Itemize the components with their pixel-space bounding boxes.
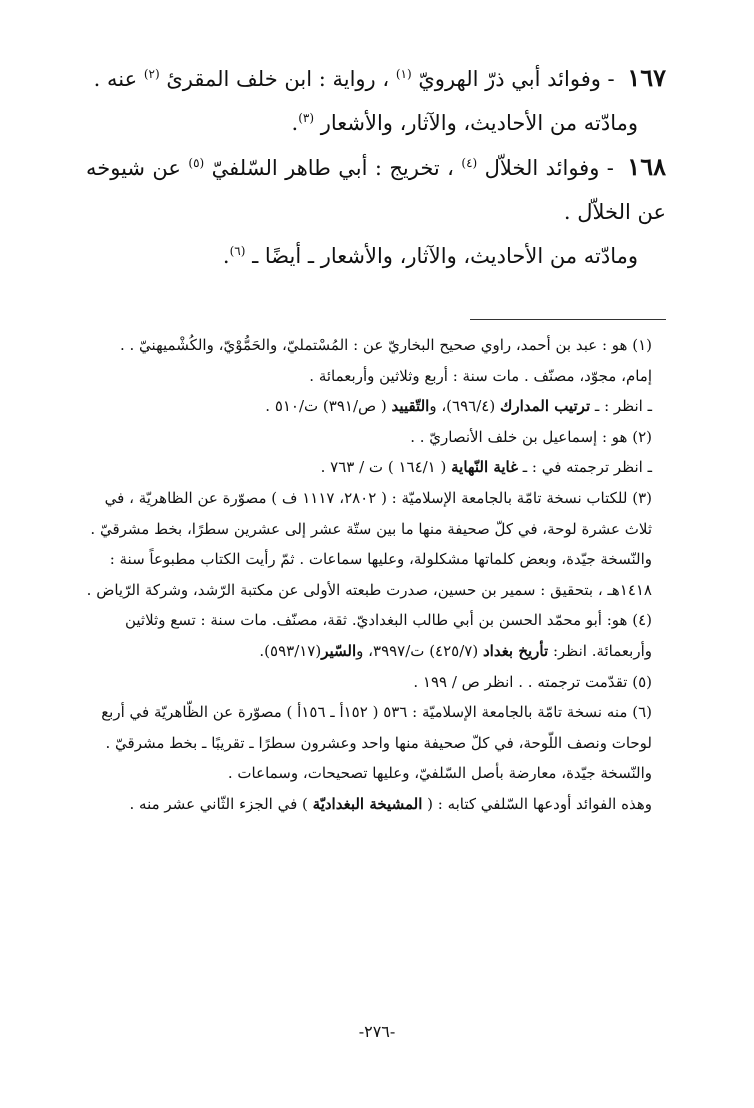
citation: (٦٩٦/٤)، و xyxy=(429,397,496,416)
book-title: تأريخ بغداد xyxy=(482,641,549,660)
citation: (٥٩٣/١٧). xyxy=(259,641,322,660)
entry-content: ومادّته من الأحاديث، والآثار، والأشعار $^{(٣)}$. xyxy=(291,111,638,135)
book-title: المشيخة البغداديّة xyxy=(312,794,423,813)
main-text xyxy=(86,56,666,278)
footnote-1: (١) هو : عبد بن أحمد، راوي صحيح البخاريّ عن : المُسْتمليّ، والحَمُّوْيّ، والكُشْميهنيّ . . إمام، مجوّد، مصنّف . مات سنة : أربع وثلاثين وأربعمائة . xyxy=(119,336,652,385)
footnote-1-refs xyxy=(86,391,666,422)
entry-number: ١٦٧ xyxy=(627,63,666,92)
entry-text: عنه . xyxy=(93,67,138,91)
footnotes xyxy=(86,330,666,820)
book-title: السّير xyxy=(321,641,357,660)
entry-text: ، تخريج : أبي طاهر السّلفيّ xyxy=(211,156,454,180)
footnote-ref[interactable]: (١) xyxy=(395,67,412,81)
footnote-ref[interactable]: (٤) xyxy=(461,156,478,170)
content-text: ومادّته من الأحاديث، والآثار، والأشعار xyxy=(320,111,638,135)
book-title: التّقييد xyxy=(391,397,430,416)
book-title: ترتيب المدارك xyxy=(499,397,591,416)
entry-title: - وفوائد الخلاّل xyxy=(484,156,614,180)
see-label: ـ انظر ترجمته في : ـ xyxy=(522,458,652,477)
entry-text: عن شيوخه عن الخلاّل . xyxy=(86,156,666,224)
page-number: -٢٧٦- xyxy=(358,1022,396,1041)
footnote-3: (٣) للكتاب نسخة تامّة بالجامعة الإسلاميّة : ( ٢٨٠٢، ١١١٧ ف ) مصوّرة عن الظاهريّة ، في ثلاث عشرة لوحة، في كلّ صحيفة منها ما بين ستّة عشر إلى عشرين سطرًا، بخط مشرقيّ . والنّسخة جيّدة، وبعض كلماتها مشكلولة، وعليها سماعات . ثمّ رأيت الكتاب مطبوعاً سنة : ١٤١٨هـ ، بتحقيق : سمير بن حسين، صدرت طبعته الأولى عن مكتبة الرّشد، وشركة الرّياض . xyxy=(86,488,652,599)
footnote-5: (٥) تقدّمت ترجمته . . انظر ص / ١٩٩ . xyxy=(413,672,652,691)
footnote-4 xyxy=(86,605,666,666)
footnote-ref[interactable]: (٦) xyxy=(229,244,246,258)
footnote-2-refs xyxy=(86,452,666,483)
citation: (٤٢٥/٧) ت/٣٩٩٧، و xyxy=(356,641,479,660)
book-title: غاية النّهاية xyxy=(451,458,518,477)
footnote-text: ) في الجزء الثّاني عشر منه . xyxy=(129,794,308,813)
footnote-6-line2: والنّسخة جيّدة، معارضة بأصل السّلفيّ، وعليها تصحيحات، وسماعات . xyxy=(227,764,652,783)
entry-number: ١٦٨ xyxy=(627,152,666,181)
footnote-6: (٦) منه نسخة تامّة بالجامعة الإسلاميّة : ٥٣٦ ( ١٥٢أ ـ ١٥٦أ ) مصوّرة عن الظّاهريّة في أربع لوحات ونصف اللّوحة، في كلّ صحيفة منها واحد وعشرون سطرًا ـ تقريبًا ـ بخط مشرقيّ . xyxy=(101,703,652,752)
entry-167 xyxy=(86,56,666,101)
footnote-ref[interactable]: (٥) xyxy=(188,156,205,170)
citation: ( ص/٣٩١) ت/٥١٠ . xyxy=(265,397,387,416)
footnote-ref[interactable]: (٢) xyxy=(143,67,160,81)
citation: ( ١٦٤/١ ) ت / ٧٦٣ . xyxy=(320,458,447,477)
entry-168 xyxy=(86,145,666,234)
footnote-text: (٤) هو: أبو محمّد الحسن بن أبي طالب البغداديّ. ثقة، مصنّف. مات سنة : تسع وثلاثين وأربعمائة. انظر: xyxy=(124,611,652,660)
footnote-text: وهذه الفوائد أودعها السّلفي كتابه : ( xyxy=(427,794,652,813)
content-text: ومادّته من الأحاديث، والآثار، والأشعار ـ أيضًا ـ xyxy=(252,244,638,268)
footnote-separator xyxy=(470,319,666,320)
see-label: ـ انظر : ـ xyxy=(594,397,652,416)
footnote-ref[interactable]: (٣) xyxy=(298,111,315,125)
footnote-6-line3 xyxy=(86,789,666,820)
entry-content: ومادّته من الأحاديث، والآثار، والأشعار ـ أيضًا ـ $^{(٦)}$. xyxy=(222,244,638,268)
entry-text: ، رواية : ابن خلف المقرئ xyxy=(166,67,390,91)
entry-title: - وفوائد أبي ذرّ الهرويّ xyxy=(418,67,615,91)
footnote-2: (٢) هو : إسماعيل بن خلف الأنصاريّ . . xyxy=(410,427,652,446)
